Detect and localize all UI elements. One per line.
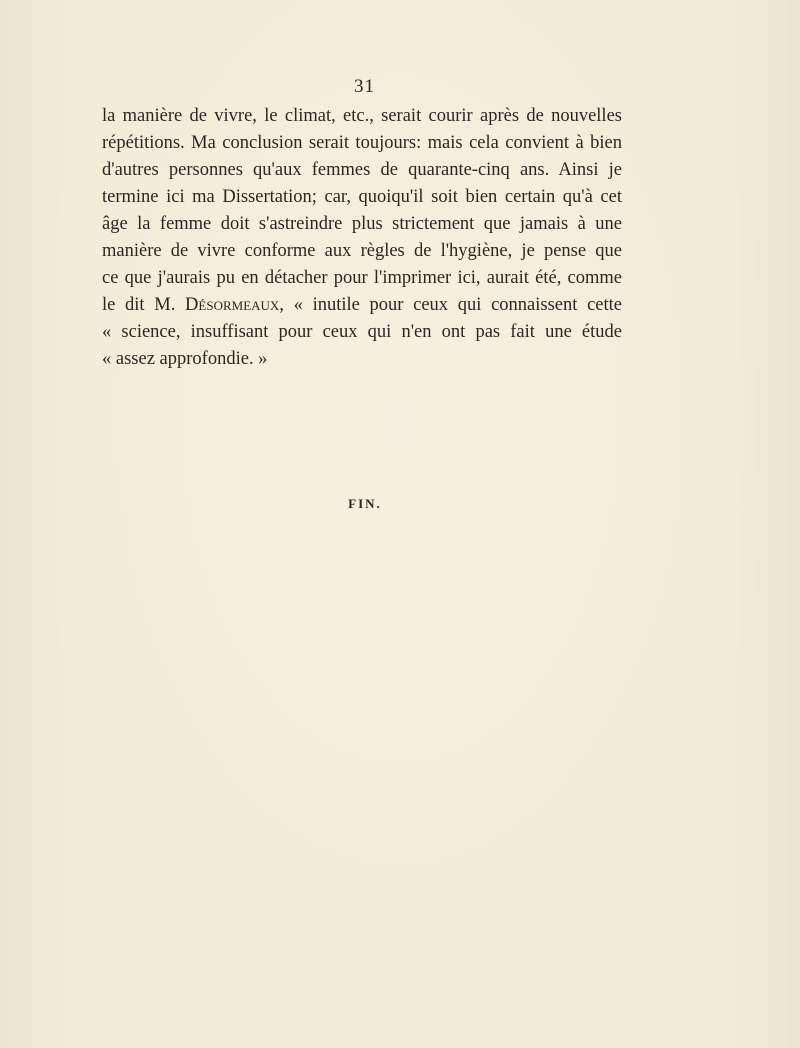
text-line-8-prefix: le dit M.	[102, 295, 176, 315]
page-number: 31	[354, 76, 375, 97]
text-line-9: « science, insuffisant pour ceux qui n'en ont pas fait une étude	[102, 322, 622, 342]
end-mark: FIN.	[348, 496, 382, 511]
text-line-5: âge la femme doit s'astreindre plus strictement que jamais à une	[102, 214, 622, 234]
author-name: Désormeaux	[185, 295, 280, 315]
body-paragraph	[102, 103, 622, 373]
text-line-10: « assez approfondie. »	[102, 349, 268, 369]
text-line-6: manière de vivre conforme aux règles de l'hygiène, je pense que	[102, 241, 622, 261]
text-line-2: répétitions. Ma conclusion serait toujours: mais cela convient à bien	[102, 133, 622, 153]
text-line-3: d'autres personnes qu'aux femmes de quarante-cinq ans. Ainsi je	[102, 160, 622, 180]
text-line-8-suffix: , « inutile pour ceux qui connaissent cette	[279, 295, 622, 315]
text-line-8	[102, 292, 622, 319]
text-line-4: termine ici ma Dissertation; car, quoiqu'il soit bien certain qu'à cet	[102, 187, 622, 207]
text-line-1: la manière de vivre, le climat, etc., serait courir après de nouvelles	[102, 106, 622, 126]
text-line-7: ce que j'aurais pu en détacher pour l'imprimer ici, aurait été, comme	[102, 268, 622, 288]
